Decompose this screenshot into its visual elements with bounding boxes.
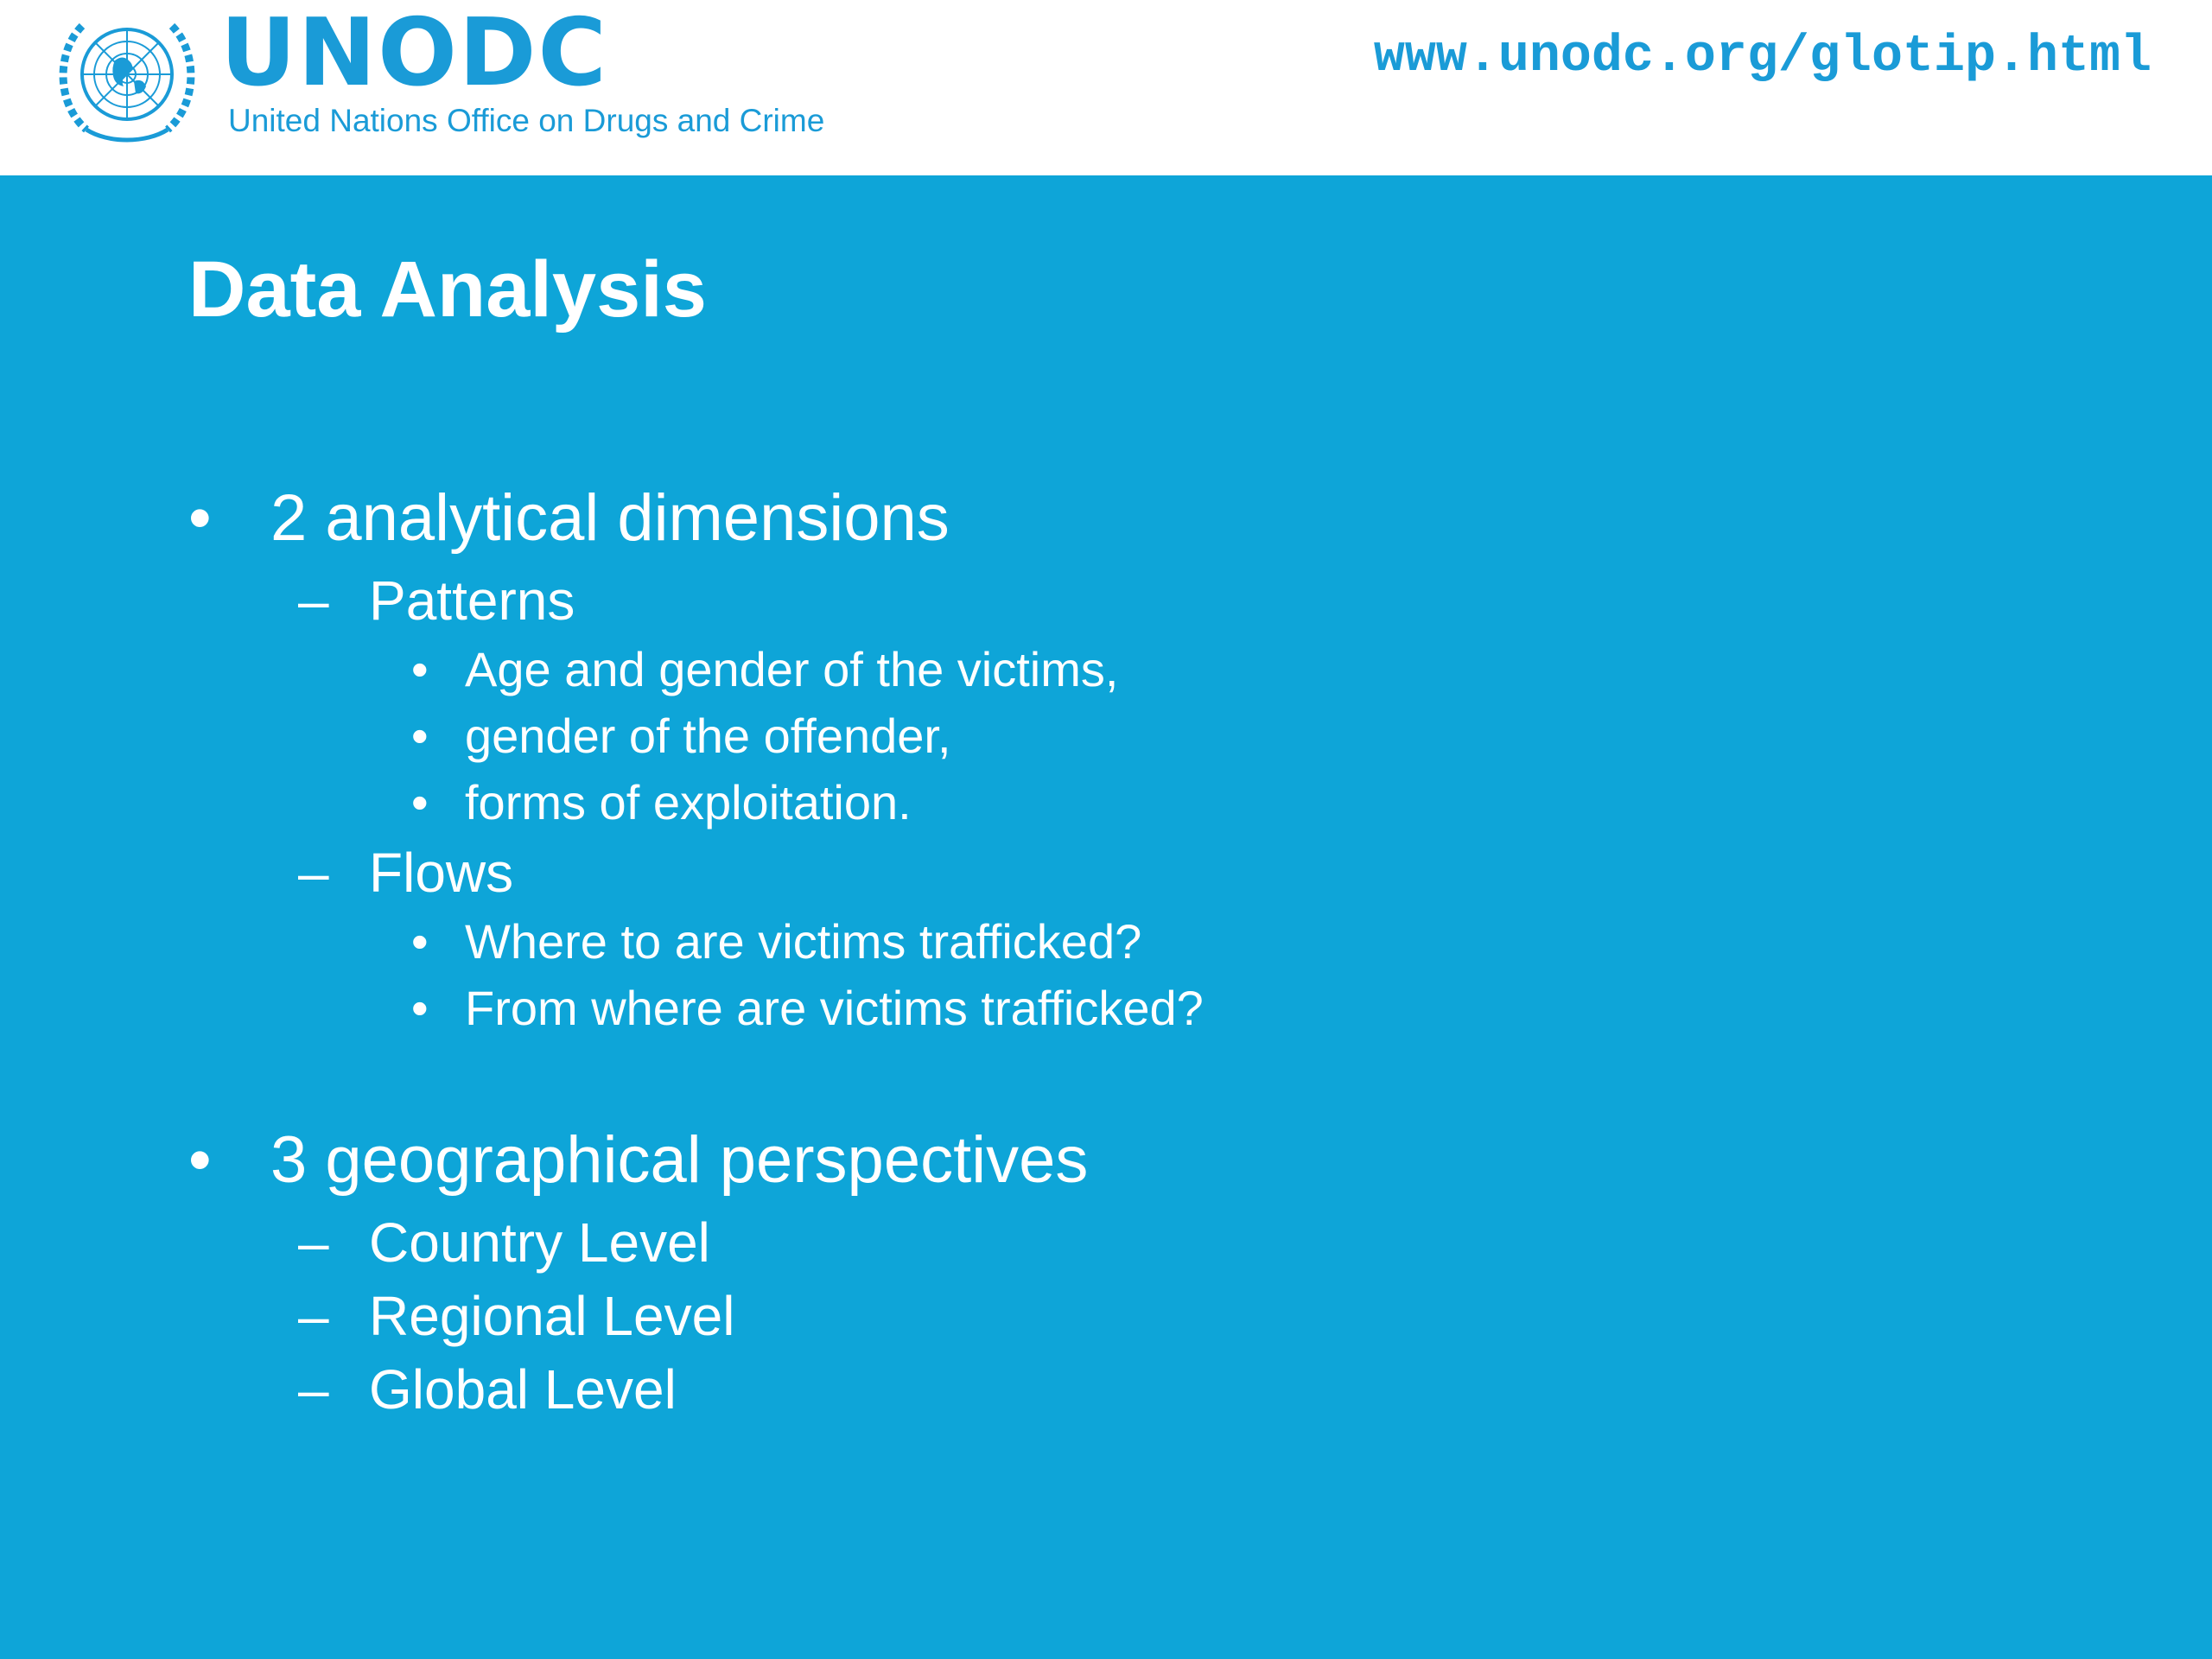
bullet-item [188,1122,1089,1199]
logo-title: UNODC [220,0,608,107]
sub-bullet-text: Country Level [369,1211,710,1274]
bullet-marker: • [411,775,429,830]
sub-bullet-text: Patterns [369,569,575,632]
sub-sub-bullet-text: gender of the offender, [465,709,951,763]
bullet-text: 2 analytical dimensions [270,481,950,555]
website-url[interactable]: www.unodc.org/glotip.html [1373,28,2152,86]
sub-sub-bullet-text: forms of exploitation. [465,775,912,830]
dash-marker: – [298,1285,329,1347]
sub-sub-bullet-item [411,772,912,833]
sub-bullet-text: Flows [369,842,514,904]
sub-bullet-text: Global Level [369,1358,677,1421]
sub-sub-bullet-item [411,706,951,766]
dash-marker: – [298,569,329,632]
un-emblem-icon [48,9,207,145]
bullet-marker: • [411,642,429,696]
bullet-marker: • [411,981,429,1035]
dash-marker: – [298,1358,329,1421]
dash-marker: – [298,1211,329,1274]
sub-sub-bullet-item [411,912,1142,972]
sub-bullet-item [298,1355,677,1424]
sub-sub-bullet-text: From where are victims trafficked? [465,981,1204,1035]
bullet-marker: • [188,1123,212,1197]
logo-subtitle: United Nations Office on Drugs and Crime [228,103,825,138]
sub-bullet-item [298,566,575,635]
bullet-marker: • [411,914,429,969]
bullet-marker: • [188,481,212,555]
header-bar [0,0,2212,175]
bullet-item [188,480,950,557]
sub-bullet-item [298,1281,735,1351]
sub-sub-bullet-text: Age and gender of the victims, [465,642,1119,696]
sub-bullet-item [298,838,514,907]
sub-sub-bullet-item [411,639,1119,700]
bullet-text: 3 geographical perspectives [270,1123,1089,1197]
slide-title: Data Analysis [188,245,707,334]
sub-bullet-text: Regional Level [369,1285,735,1347]
dash-marker: – [298,842,329,904]
sub-bullet-item [298,1208,710,1277]
sub-sub-bullet-text: Where to are victims trafficked? [465,914,1142,969]
bullet-marker: • [411,709,429,763]
sub-sub-bullet-item [411,978,1204,1039]
